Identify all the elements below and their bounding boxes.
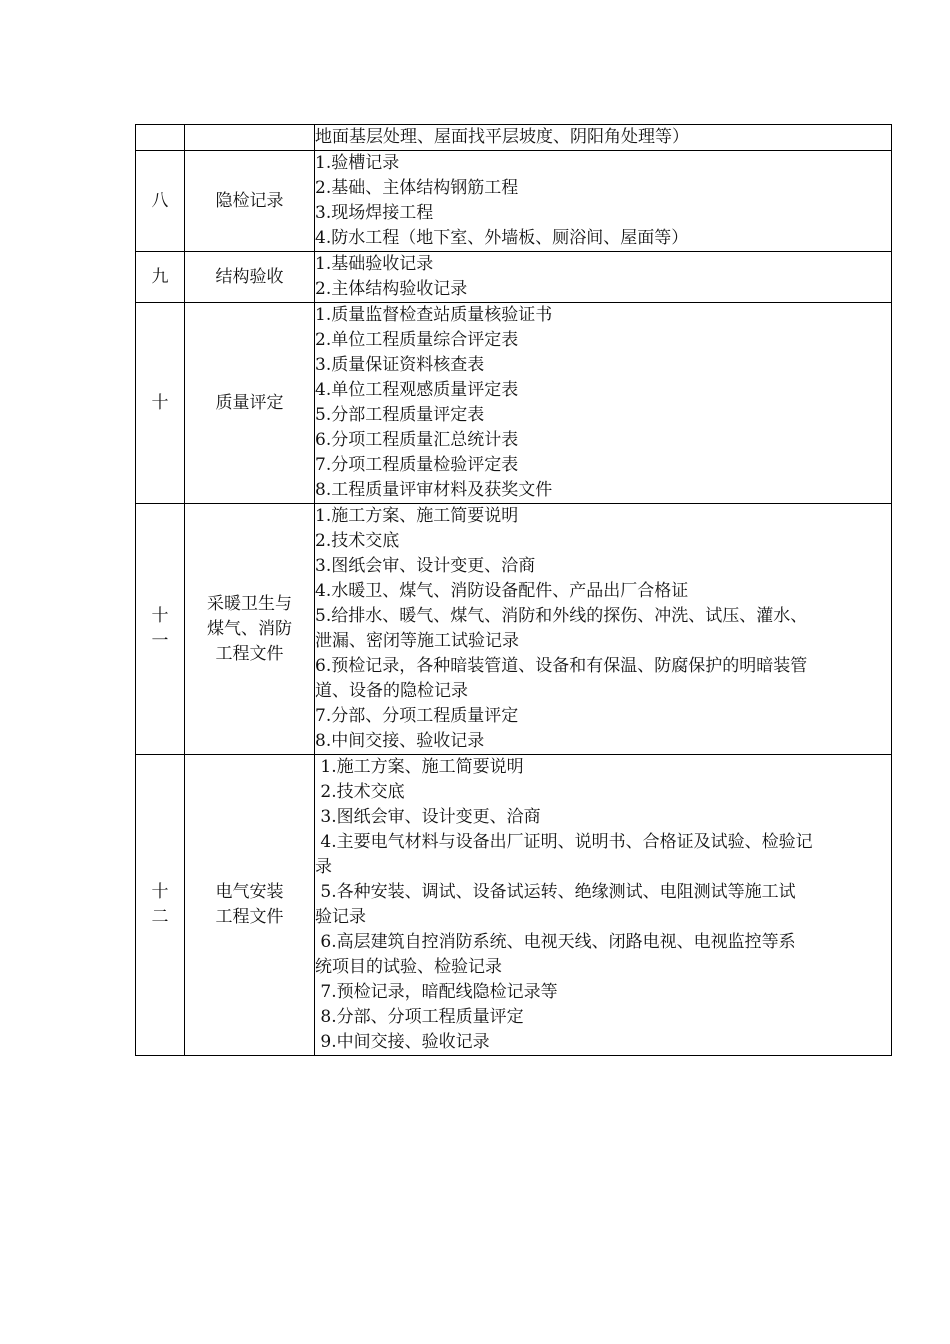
table-row [136,755,892,1056]
list-item: 6.高层建筑自控消防系统、电视天线、闭路电视、电视监控等系 [315,932,796,952]
list-item: 4.防水工程（地下室、外墙板、厕浴间、屋面等） [315,228,689,248]
list-item: 7.预检记录，暗配线隐检记录等 [315,982,558,1002]
row-number-line: 一 [151,631,169,651]
list-item: 1.施工方案、施工简要说明 [315,757,524,777]
list-item: 8.工程质量评审材料及获奖文件 [315,480,553,500]
list-item: 1.基础验收记录 [315,254,434,274]
row-category-line: 采暖卫生与 [207,593,292,614]
row-number-line: 十 [151,882,169,902]
row-category-line: 工程文件 [215,643,284,664]
list-item: 6.预检记录，各种暗装管道、设备和有保温、防腐保护的明暗装管 [315,656,808,676]
list-item: 统项目的试验、检验记录 [315,957,502,977]
document-table [135,124,892,1056]
list-item: 8.中间交接、验收记录 [315,731,485,751]
list-item: 2.技术交底 [315,531,400,551]
list-item: 7.分部、分项工程质量评定 [315,706,519,726]
row-items-cell [315,125,892,151]
table-row [136,151,892,252]
list-item: 5.分部工程质量评定表 [315,405,485,425]
list-item: 5.各种安装、调试、设备试运转、绝缘测试、电阻测试等施工试 [315,882,796,902]
list-item: 3.图纸会审、设计变更、洽商 [315,556,536,576]
list-item: 1.验槽记录 [315,153,400,173]
row-category-line: 电气安装 [215,882,284,902]
list-item: 4.单位工程观感质量评定表 [315,380,519,400]
row-category-cell: 结构验收 [185,252,315,303]
row-number-cell [136,125,185,151]
row-number-line: 十 [151,606,169,626]
row-category-cell [185,755,315,1056]
list-item: 3.质量保证资料核查表 [315,355,485,375]
list-item: 道、设备的隐检记录 [315,681,468,701]
row-number-cell: 八 [136,151,185,252]
table-row [136,252,892,303]
row-number-cell: 十 [136,303,185,504]
list-item: 2.基础、主体结构钢筋工程 [315,178,519,198]
table-row [136,125,892,151]
row-category-cell: 隐检记录 [185,151,315,252]
list-item: 5.给排水、暖气、煤气、消防和外线的探伤、冲洗、试压、灌水、 [315,606,808,626]
row-category-line: 工程文件 [215,907,284,927]
list-item: 地面基层处理、屋面找平层坡度、阴阳角处理等） [315,127,689,147]
row-category-cell: 质量评定 [185,303,315,504]
list-item: 2.单位工程质量综合评定表 [315,330,519,350]
row-items-cell [315,252,892,303]
list-item: 9.中间交接、验收记录 [315,1032,490,1052]
list-item: 2.技术交底 [315,782,405,802]
list-item: 泄漏、密闭等施工试验记录 [315,631,519,651]
list-item: 录 [315,857,332,877]
row-category-cell [185,125,315,151]
list-item: 1.质量监督检查站质量核验证书 [315,305,553,325]
list-item: 4.水暖卫、煤气、消防设备配件、产品出厂合格证 [315,581,689,601]
list-item: 8.分部、分项工程质量评定 [315,1007,524,1027]
row-items-cell [315,151,892,252]
row-items-cell [315,504,892,755]
list-item: 2.主体结构验收记录 [315,279,468,299]
row-category-cell [185,504,315,755]
row-items-cell [315,755,892,1056]
row-number-cell [136,504,185,755]
list-item: 6.分项工程质量汇总统计表 [315,430,519,450]
list-item: 1.施工方案、施工简要说明 [315,506,519,526]
list-item: 3.图纸会审、设计变更、洽商 [315,807,541,827]
row-number-cell: 九 [136,252,185,303]
list-item: 4.主要电气材料与设备出厂证明、说明书、合格证及试验、检验记 [315,832,813,852]
list-item: 7.分项工程质量检验评定表 [315,455,519,475]
list-item: 3.现场焊接工程 [315,203,434,223]
row-number-cell [136,755,185,1056]
table-row [136,504,892,755]
row-number-line: 二 [151,907,169,927]
table-row [136,303,892,504]
row-items-cell [315,303,892,504]
row-category-line: 煤气、消防 [207,618,292,639]
list-item: 验记录 [315,907,366,927]
